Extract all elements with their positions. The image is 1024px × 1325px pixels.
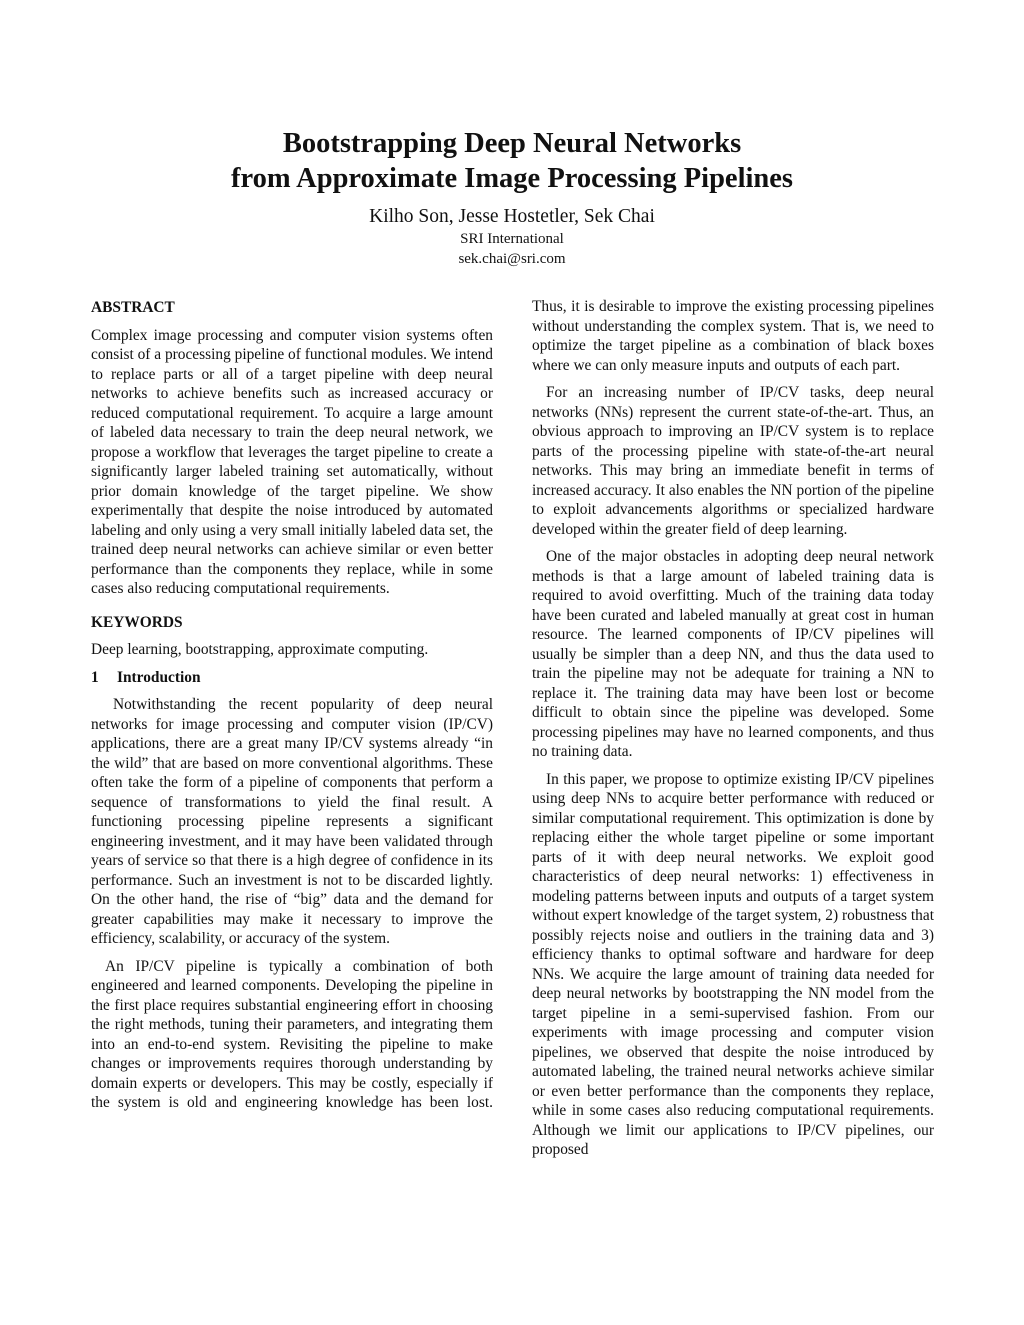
affiliation: SRI International [460,231,564,247]
abstract-heading: ABSTRACT [91,299,175,316]
section-number: 1 [91,668,99,686]
author-list: Kilho Son, Jesse Hostetler, Sek Chai [369,206,655,227]
title-block [0,126,1024,269]
right-column [532,297,934,1168]
intro-paragraph-1: Notwithstanding the recent popularity of deep neural networks for image processing and computer vision (IP/CV) applications, there are a great many IP/CV systems already “in the wild” that are based on more conventional algorithms. These often take the form of a pipeline of components that perform a sequence of transformations to yield the final result. A functioning processing pipeline represents a significant engineering investment, and it may have been validated through years of service so that there is a high degree of confidence in its performance. Such an investment is not to be discarded lightly. On the other hand, the rise of “big” data and the demand for greater capabilities may make it necessary to improve the efficiency, scalability, or accuracy of the system. [91,696,493,947]
paper-title-line-2: from Approximate Image Processing Pipelines [230,163,794,194]
contact-email: sek.chai@sri.com [458,251,566,267]
left-column [91,298,493,1121]
intro-paragraph-4: For an increasing number of IP/CV tasks, deep neural networks (NNs) represent the current state-of-the-art. Thus, an obvious approach to improving an IP/CV system is to replace parts of the processing pipeline with state-of-the-art neural networks. This may bring an immediate benefit in terms of increased accuracy. It also enables the NN portion of the pipeline to exploit advancements algorithms or specialized hardware developed within the greater field of deep learning. [532,384,934,538]
introduction-heading [91,668,493,688]
keywords-text: Deep learning, bootstrapping, approximate computing. [91,641,429,658]
keywords-heading: KEYWORDS [91,613,183,631]
abstract-text: Complex image processing and computer vision systems often consist of a processing pipeline of functional modules. We intend to replace parts or all of a target pipeline with deep neural networks to achieve benefits such as increased accuracy or reduced computational requirement. To acquire a large amount of labeled data necessary to train the deep neural network, we propose a workflow that leverages the target pipeline to create a significantly larger labeled training set automatically, without prior domain knowledge of the target pipeline. We show experimentally that despite the noise introduced by automated labeling and only using a very small initially labeled data set, the trained deep neural networks can achieve similar or even better performance than the components they replace, while in some cases also reducing computational requirements. [91,326,493,597]
intro-paragraph-6: In this paper, we propose to optimize existing IP/CV pipelines using deep NNs to acquire better performance with reduced or similar computational requirement. This optimization is done by replacing either the whole target pipeline or some important parts of it with deep neural networks. We exploit good characteristics of deep neural networks: 1) effectiveness in modeling patterns between inputs and outputs of a target system without expert knowledge of the target system, 2) robustness that possibly rejects noise and outliers in the training data and 3) efficiency thanks to optimal software and hardware for deep NNs. We acquire the large amount of training data needed for deep neural networks by bootstrapping the NN model from the target pipeline in a semi-supervised fashion. From our experiments with image processing and computer vision pipelines, we observed that despite the noise introduced by automated labeling, the trained neural networks achieve similar or even better performance than the components they replace, while in some cases also reducing computational requirements. Although we limit our applications to IP/CV pipelines, our proposed [532,770,934,1158]
intro-paragraph-3: Thus, it is desirable to improve the existing processing pipelines without understanding the complex system. That is, we need to optimize the target pipeline as a combination of black boxes where we can only measure inputs and outputs of each part. [532,298,934,374]
intro-paragraph-2: An IP/CV pipeline is typically a combination of both engineered and learned components. Developing the pipeline in the first place requires substantial engineering effort in choosing the right methods, tuning their parameters, and integrating them into an end-to-end system. Revisiting the pipeline to make changes or improvements requires thorough understanding by domain experts or developers. This may be costly, especially if the system is old and engineering knowledge has been lost. [91,957,493,1111]
intro-paragraph-5: One of the major obstacles in adopting deep neural network methods is that a large amount of labeled training data is required to avoid overfitting. Much of the training data today have been curated and labeled manually at great cost in human resource. The learned components of IP/CV pipelines will usually be simpler than a deep NN, and thus the data used to train the pipeline may not be adequate for training a NN to replace it. The training data may have been lost or become difficult to obtain since the pipeline was developed. Some processing pipelines may have no learned components, and thus no training data. [532,548,934,760]
paper-title-line-1: Bootstrapping Deep Neural Networks [282,128,742,159]
section-title: Introduction [117,668,201,686]
